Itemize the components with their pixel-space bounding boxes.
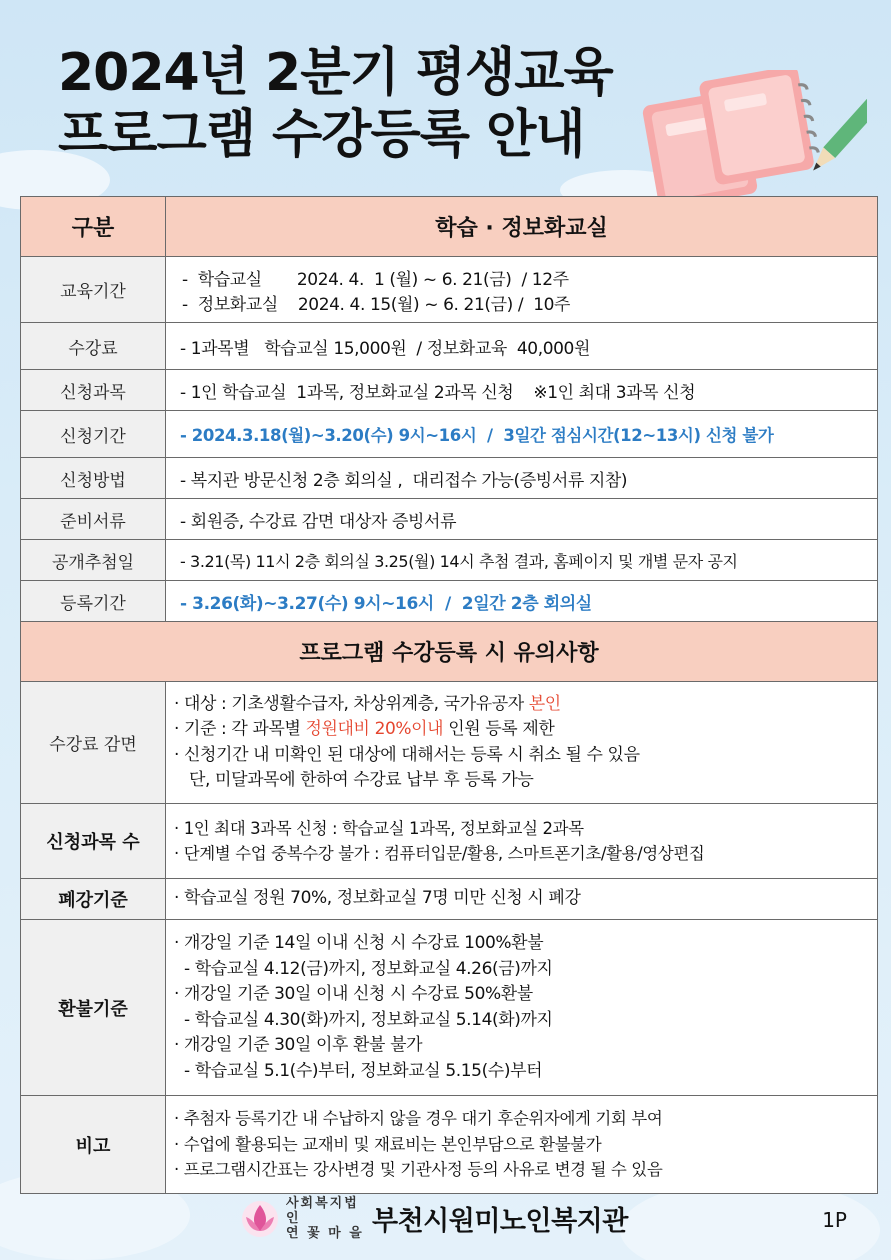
row-value: - 복지관 방문신청 2층 회의실 , 대리접수 가능(증빙서류 지참) [166,458,878,499]
table-row [21,540,878,581]
row-value: - 3.21(목) 11시 2층 회의실 3.25(월) 14시 추첨 결과, 홈페이지 및 개별 문자 공지 [166,540,878,581]
pencil-icon [807,70,867,176]
note-line: · 개강일 기준 14일 이내 신청 시 수강료 100%환불 [174,933,544,953]
note-line: 단, 미달과목에 한하여 수강료 납부 후 등록 가능 [174,770,534,790]
note-line: · 수업에 활용되는 교재비 및 재료비는 본인부담으로 환불불가 [174,1134,602,1154]
table-row [21,682,878,804]
row-value: - 2024.3.18(월)~3.20(수) 9시~16시 / 3일간 점심시간(12~13시) 신청 불가 [166,411,878,458]
note-line: - 학습교실 4.12(금)까지, 정보화교실 4.26(금)까지 [174,958,553,979]
notebook-icon [639,70,823,200]
table-row [21,879,878,920]
row-label: 비고 [21,1096,166,1194]
table-row [21,411,878,458]
note-line: · 단계별 수업 중복수강 불가 : 컴퓨터입문/활용, 스마트폰기초/활용/영상편집 [174,844,705,863]
row-label: 신청과목 수 [21,804,166,879]
page-number: 1P [822,1208,847,1232]
row-label: 준비서류 [21,499,166,540]
period-line: - 정보화교실 2024. 4. 15(월) ~ 6. 21(금) / 10주 [182,294,571,315]
note-line: - 학습교실 5.1(수)부터, 정보화교실 5.15(수)부터 [174,1060,543,1081]
lotus-icon [240,1199,280,1239]
table-row [21,581,878,622]
header-category: 구분 [21,197,166,257]
header-classroom: 학습 · 정보화교실 [166,197,878,257]
note-line: · 프로그램시간표는 강사변경 및 기관사정 등의 사유로 변경 될 수 있음 [174,1160,663,1180]
note-line: · 1인 최대 3과목 신청 : 학습교실 1과목, 정보화교실 2과목 [174,818,584,838]
note-line: · 추첨자 등록기간 내 수납하지 않을 경우 대기 후순위자에게 기회 부여 [174,1109,663,1129]
row-label: 신청과목 [21,370,166,411]
row-label: 수강료 감면 [21,682,166,804]
row-label: 수강료 [21,323,166,370]
table-row [21,370,878,411]
registration-info-table [20,196,878,1194]
table-row [21,804,878,879]
logo-subtitle [286,1196,368,1241]
table-row [21,1096,878,1194]
row-label: 교육기간 [21,257,166,323]
note-line: · 신청기간 내 미확인 된 대상에 대해서는 등록 시 취소 될 수 있음 [174,744,640,765]
row-value: - 1인 학습교실 1과목, 정보화교실 2과목 신청 ※1인 최대 3과목 신청 [166,370,878,411]
row-value: - 회원증, 수강료 감면 대상자 증빙서류 [166,499,878,540]
note-line: · 개강일 기준 30일 이후 환불 불가 [174,1035,423,1055]
note-text: · 대상 : 기초생활수급자, 차상위계층, 국가유공자 [174,693,529,714]
row-label: 공개추첨일 [21,540,166,581]
highlight-text: 본인 [528,693,561,714]
note-text: · 기준 : 각 과목별 [174,719,306,739]
note-line [174,717,869,743]
logo-subtitle-line: 연 꽃 마 을 [286,1226,364,1241]
row-label: 신청방법 [21,458,166,499]
title-line-1: 2024년 2분기 평생교육 [58,43,613,103]
row-value [166,1096,878,1194]
table-row [21,920,878,1096]
title-line-2: 프로그램 수강등록 안내 [58,105,585,165]
notes-section-title: 프로그램 수강등록 시 유의사항 [21,622,878,682]
note-line: - 학습교실 4.30(화)까지, 정보화교실 5.14(화)까지 [174,1009,553,1030]
row-label: 신청기간 [21,411,166,458]
table-row [21,499,878,540]
notes-section-header [21,622,878,682]
note-text: 인원 등록 제한 [443,719,555,739]
table-header-row [21,197,878,257]
period-line: - 학습교실 2024. 4. 1 (월) ~ 6. 21(금) / 12주 [182,269,569,290]
notebook-pencil-illustration [637,70,867,200]
row-value [166,920,878,1096]
logo-subtitle-line: 사회복지법인 [286,1196,359,1226]
row-label: 폐강기준 [21,879,166,920]
organization-name: 부천시원미노인복지관 [372,1206,628,1237]
row-value [166,804,878,879]
highlight-text: 정원대비 20%이내 [305,719,444,739]
page-title [58,42,613,166]
row-value: - 3.26(화)~3.27(수) 9시~16시 / 2일간 2층 회의실 [166,581,878,622]
row-value: · 학습교실 정원 70%, 정보화교실 7명 미만 신청 시 폐강 [166,879,878,920]
table-row [21,323,878,370]
row-value [166,257,878,323]
row-label: 등록기간 [21,581,166,622]
table-row [21,257,878,323]
note-line: · 개강일 기준 30일 이내 신청 시 수강료 50%환불 [174,984,533,1004]
note-line [174,692,869,718]
organization-logo [240,1196,628,1241]
table-row [21,458,878,499]
row-value: - 1과목별 학습교실 15,000원 / 정보화교육 40,000원 [166,323,878,370]
row-label: 환불기준 [21,920,166,1096]
row-value [166,682,878,804]
